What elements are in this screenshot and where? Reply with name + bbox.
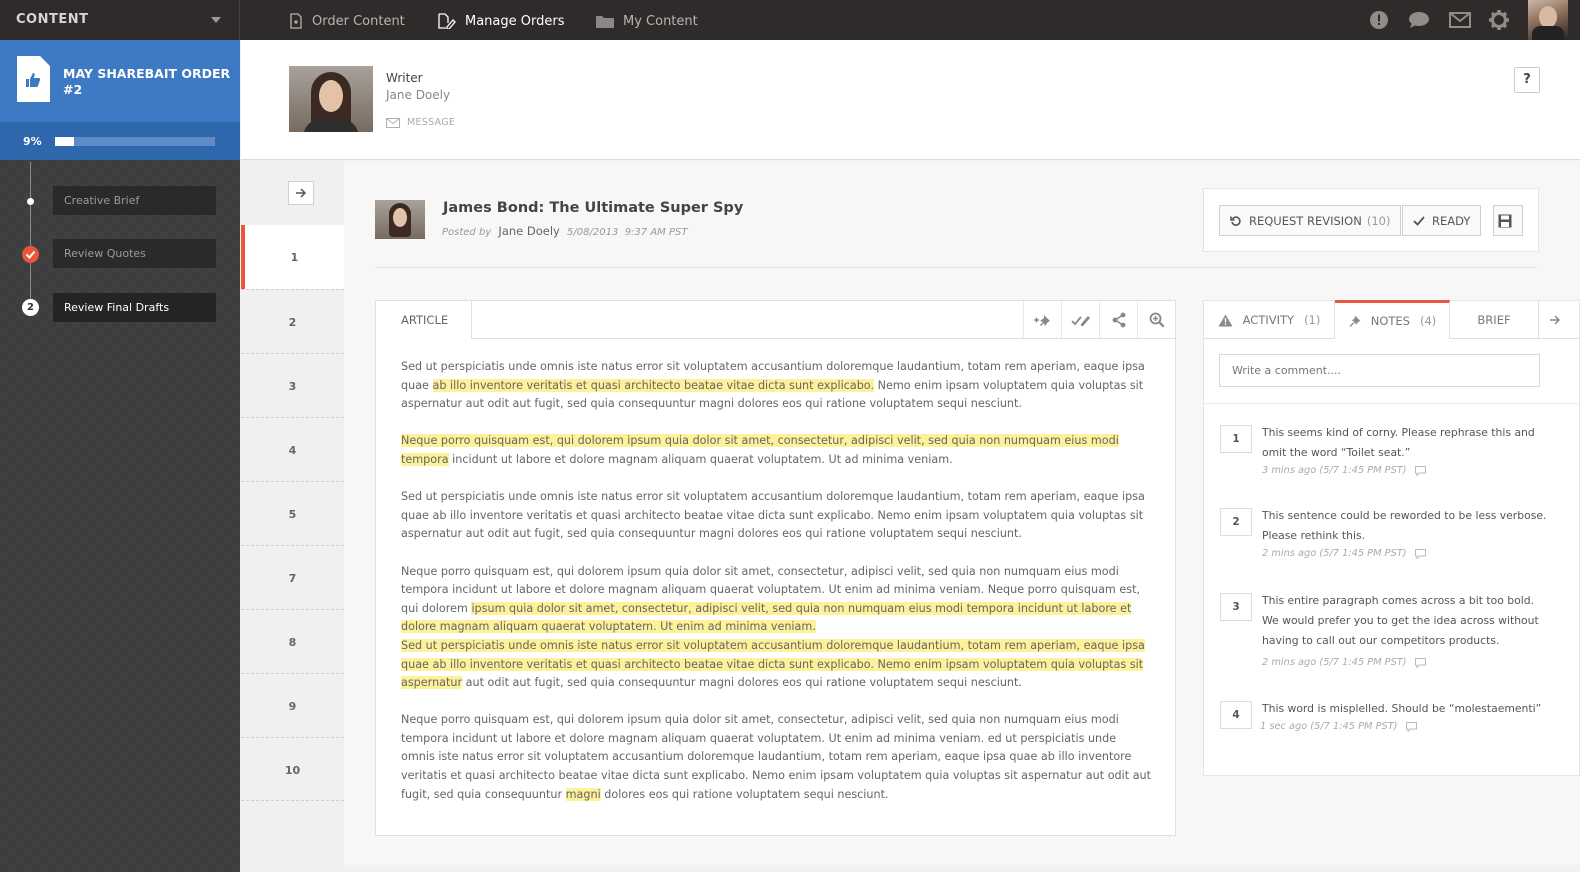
highlight-note-1[interactable]: ab illo inventore veritatis et quasi architecto beatae vitae dicta sunt explicabo.: [432, 378, 875, 392]
warning-icon: [1218, 314, 1233, 327]
writer-role: Writer: [386, 71, 423, 85]
article-paragraph: [401, 432, 1153, 469]
divider: [1204, 403, 1580, 404]
revision-icon: [1230, 215, 1242, 227]
avatar-suit: [1532, 26, 1564, 40]
version-item[interactable]: [241, 737, 344, 801]
paragraph-text: Neque porro quisquam est, qui dolorem ipsum quia dolor sit amet, consectetur, adipisci velit, sed quia non numquam eius modi tempora incidunt ut labore et dolore magnam aliquam quaerat voluptatem. Ut enim ad minima veniam. Neque porro quisquam est, qui dolorem: [401, 564, 1141, 615]
article-body: [401, 358, 1153, 823]
version-number: 10: [284, 764, 301, 777]
note-time: 3 mins ago (5/7 1:45 PM PST): [1262, 465, 1407, 476]
version-item[interactable]: [241, 225, 344, 289]
order-title: MAY SHAREBAIT ORDER #2: [63, 66, 231, 97]
message-label: MESSAGE: [407, 117, 456, 128]
note-text: This sentence could be reworded to be less verbose. Please rethink this.: [1262, 509, 1547, 542]
photo-face: [393, 208, 407, 227]
writer-photo: [289, 66, 373, 132]
version-item[interactable]: [241, 481, 344, 545]
version-item[interactable]: [241, 673, 344, 737]
section-dropdown[interactable]: [0, 0, 240, 40]
note-timestamp: [1262, 548, 1426, 559]
tab-label: ACTIVITY: [1242, 313, 1295, 327]
progress-label: 9%: [23, 135, 42, 148]
note-time: 2 mins ago (5/7 1:45 PM PST): [1262, 548, 1407, 559]
ready-label: READY: [1432, 213, 1471, 228]
tab-label: NOTES: [1370, 314, 1410, 328]
article-paragraph: [401, 488, 1153, 544]
note-timestamp: [1262, 657, 1426, 668]
posted-by-label: Posted by: [442, 227, 492, 238]
version-item[interactable]: [241, 417, 344, 481]
user-avatar[interactable]: [1528, 0, 1568, 40]
folder-icon: [595, 14, 615, 29]
request-revision-button[interactable]: [1219, 205, 1401, 236]
note-time: 1 sec ago (5/7 1:45 PM PST): [1260, 721, 1398, 732]
article-paragraph: [401, 563, 1153, 693]
version-number: 9: [288, 700, 297, 713]
version-item[interactable]: [241, 289, 344, 353]
reply-icon[interactable]: [1415, 466, 1426, 476]
help-button[interactable]: ?: [1514, 67, 1540, 93]
check-icon: [22, 246, 39, 263]
sidebar: [0, 40, 240, 872]
writer-name: Jane Doely: [386, 88, 451, 102]
feedback-panel: [1203, 300, 1580, 776]
zoom-icon[interactable]: [1137, 301, 1175, 338]
gear-icon[interactable]: [1488, 10, 1510, 30]
version-number: 3: [288, 380, 297, 393]
document-icon: [17, 56, 50, 102]
post-title: James Bond: The Ultimate Super Spy: [443, 200, 744, 216]
revision-count: (10): [1366, 213, 1391, 228]
version-item[interactable]: [241, 353, 344, 417]
thumbs-up-icon: [25, 72, 41, 88]
reply-icon[interactable]: [1415, 549, 1426, 559]
post-time: 9:37 AM PST: [624, 227, 688, 238]
chevron-down-icon: [211, 17, 221, 23]
order-content-icon: [288, 13, 304, 29]
alert-icon[interactable]: [1368, 10, 1390, 30]
check-icon: [1413, 216, 1425, 226]
order-card[interactable]: [0, 40, 240, 122]
note-text: This entire paragraph comes across a bit too bold. We would prefer you to get the idea across without having to call out our competitors products.: [1262, 594, 1539, 647]
collapse-panel-button[interactable]: [1539, 301, 1580, 339]
note-timestamp: [1260, 721, 1417, 732]
paragraph-text: aut odit aut fugit, sed quia consequuntur magni dolores eos qui ratione voluptatem sequi nesciunt.: [462, 676, 1022, 690]
writer-header: [241, 40, 1580, 160]
highlight-note-3b[interactable]: Sed ut perspiciatis unde omnis iste natus error sit voluptatem accusantium doloremque laudantium, totam rem aperiam, eaque ipsa quae ab illo inventore veritatis et quasi architecto beatae vitae dicta sunt explicabo. Nemo enim ipsam voluptatem quia voluptas sit aspernatur: [401, 638, 1145, 690]
version-item[interactable]: [241, 545, 344, 609]
tab-count: (1): [1304, 313, 1321, 327]
step-pending-dot: [27, 198, 34, 205]
version-number: 4: [288, 444, 297, 457]
note-timestamp: [1262, 465, 1426, 476]
post-date: 5/08/2013: [567, 227, 619, 238]
highlight-note-4[interactable]: magni: [565, 787, 601, 801]
version-list: [241, 161, 344, 872]
pin-icon: [1348, 315, 1361, 328]
manage-orders-icon: [437, 13, 457, 29]
reply-icon[interactable]: [1415, 658, 1426, 668]
order-progress: [0, 122, 240, 160]
nav-manage-orders[interactable]: [437, 11, 565, 31]
save-button[interactable]: [1493, 205, 1523, 236]
envelope-icon: [386, 118, 400, 128]
tab-label: BRIEF: [1477, 313, 1511, 327]
post-author[interactable]: Jane Doely: [498, 224, 560, 238]
photo-face: [319, 80, 343, 112]
note-text: This seems kind of corny. Please rephrase this and omit the word “Toilet seat.”: [1262, 426, 1535, 459]
ready-button[interactable]: [1402, 205, 1481, 236]
arrow-right-icon: [1549, 315, 1561, 325]
post-meta: [442, 224, 687, 238]
paragraph-text: Sed ut perspiciatis unde omnis iste natus error sit voluptatem accusantium doloremque laudantium, totam rem aperiam, eaque ipsa quae: [401, 360, 1145, 392]
highlight-note-3a[interactable]: ipsum quia dolor sit amet, consectetur, adipisci velit, sed quia non numquam eius modi tempora incidunt ut labore et dolore magnam aliquam quaerat voluptatem. Ut enim ad minima veniam.: [401, 601, 1132, 634]
progress-bar: [55, 137, 215, 146]
version-number: 8: [288, 636, 297, 649]
panel-tabs: [1204, 301, 1580, 339]
tab-notes[interactable]: [1335, 300, 1450, 339]
paragraph-text: Sed ut perspiciatis unde omnis iste natus error sit voluptatem accusantium doloremque laudantium, totam rem aperiam, eaque ipsa quae ab illo inventore veritatis et quasi architecto beatae vitae dicta sunt explicabo. Nemo enim ipsam voluptatem quia voluptas sit aspernatur aut odit aut fugit, sed quia consequuntur magni dolores eos qui ratione voluptatem sequi nesciunt.: [401, 490, 1145, 541]
paragraph-text: Nemo enim ipsam voluptatem quia voluptas sit aspernatur aut odit aut fugit, sed quia consequuntur magni dolores eos qui ratione voluptatem sequi nesciunt.: [401, 378, 1144, 411]
tab-count: (4): [1419, 314, 1437, 328]
article-panel: [375, 300, 1176, 836]
author-thumbnail: [375, 200, 425, 239]
nav-label: Order Content: [312, 13, 405, 29]
article-toolbar: [376, 301, 1175, 339]
paragraph-text: incidunt ut labore et dolore magnam aliquam quaerat voluptatem. Ut ad minima veniam.: [448, 452, 953, 466]
paragraph-text: dolores eos qui ratione voluptatem sequi nesciunt.: [600, 787, 889, 801]
note-number: 3: [1220, 593, 1252, 621]
article-paragraph: [401, 358, 1153, 414]
comment-input[interactable]: [1219, 354, 1540, 387]
action-bar: [1203, 188, 1539, 252]
message-link[interactable]: [386, 117, 455, 128]
step-review-final-drafts[interactable]: Review Final Drafts: [53, 293, 216, 322]
note-number: 1: [1220, 425, 1252, 453]
share-icon[interactable]: [1099, 301, 1137, 338]
request-revision-label: REQUEST REVISION: [1249, 213, 1362, 228]
arrow-right-icon: [295, 188, 307, 198]
nav-order-content[interactable]: [288, 11, 405, 31]
save-icon: [1498, 214, 1512, 228]
section-label: CONTENT: [16, 12, 89, 27]
step-review-quotes[interactable]: Review Quotes: [53, 239, 216, 268]
highlight-note-2[interactable]: Neque porro quisquam est, qui dolorem ipsum quia dolor sit amet, consectetur, adipisci velit, sed quia non numquam eius modi tempora: [401, 434, 1119, 466]
version-number: 7: [288, 572, 297, 585]
tab-brief[interactable]: [1450, 301, 1539, 339]
step-creative-brief[interactable]: Creative Brief: [53, 186, 216, 215]
avatar-face: [1539, 6, 1557, 28]
tab-activity[interactable]: [1204, 301, 1335, 339]
pin-add-icon[interactable]: [1023, 301, 1061, 338]
paragraph-text: Neque porro quisquam est, qui dolorem ipsum quia dolor sit amet, consectetur, adipisci velit, sed quia non numquam eius modi tempora incidunt ut labore et dolore magnam aliquam quaerat voluptatem. Ut enim ad minima veniam. ed ut perspiciatis unde omnis iste natus error sit voluptatem accusantium doloremque laudantium, totam rem aperiam, eaque ipsa quae ab illo inventore veritatis et quasi architecto beatae vitae dicta sunt explicabo. Nemo enim ipsam voluptatem quia voluptas sit aspernatur aut odit aut fugit, sed quia consequuntur: [401, 713, 1152, 801]
nav-label: Manage Orders: [465, 13, 565, 29]
mail-icon[interactable]: [1449, 10, 1471, 30]
step-number-badge: 2: [22, 299, 39, 316]
reply-icon[interactable]: [1406, 722, 1417, 732]
version-item[interactable]: [241, 609, 344, 673]
note-number: 2: [1220, 508, 1252, 536]
note-number: 4: [1220, 701, 1252, 729]
note-text: This word is misplelled. Should be “molestaementi”: [1262, 702, 1542, 715]
edit-check-icon[interactable]: [1061, 301, 1099, 338]
top-bar: [0, 0, 1580, 40]
nav-label: My Content: [623, 13, 698, 29]
progress-fill: [55, 137, 74, 146]
chat-icon[interactable]: [1408, 10, 1430, 30]
nav-my-content[interactable]: [595, 11, 698, 31]
note-time: 2 mins ago (5/7 1:45 PM PST): [1262, 657, 1407, 668]
version-number: 1: [290, 251, 299, 264]
expand-button[interactable]: [288, 181, 314, 205]
timeline-line: [30, 162, 31, 307]
version-number: 2: [288, 316, 297, 329]
main-content: [344, 161, 1580, 865]
tab-article[interactable]: ARTICLE: [376, 301, 472, 339]
version-number: 5: [288, 508, 297, 521]
article-paragraph: [401, 711, 1153, 804]
divider: [375, 267, 1537, 268]
